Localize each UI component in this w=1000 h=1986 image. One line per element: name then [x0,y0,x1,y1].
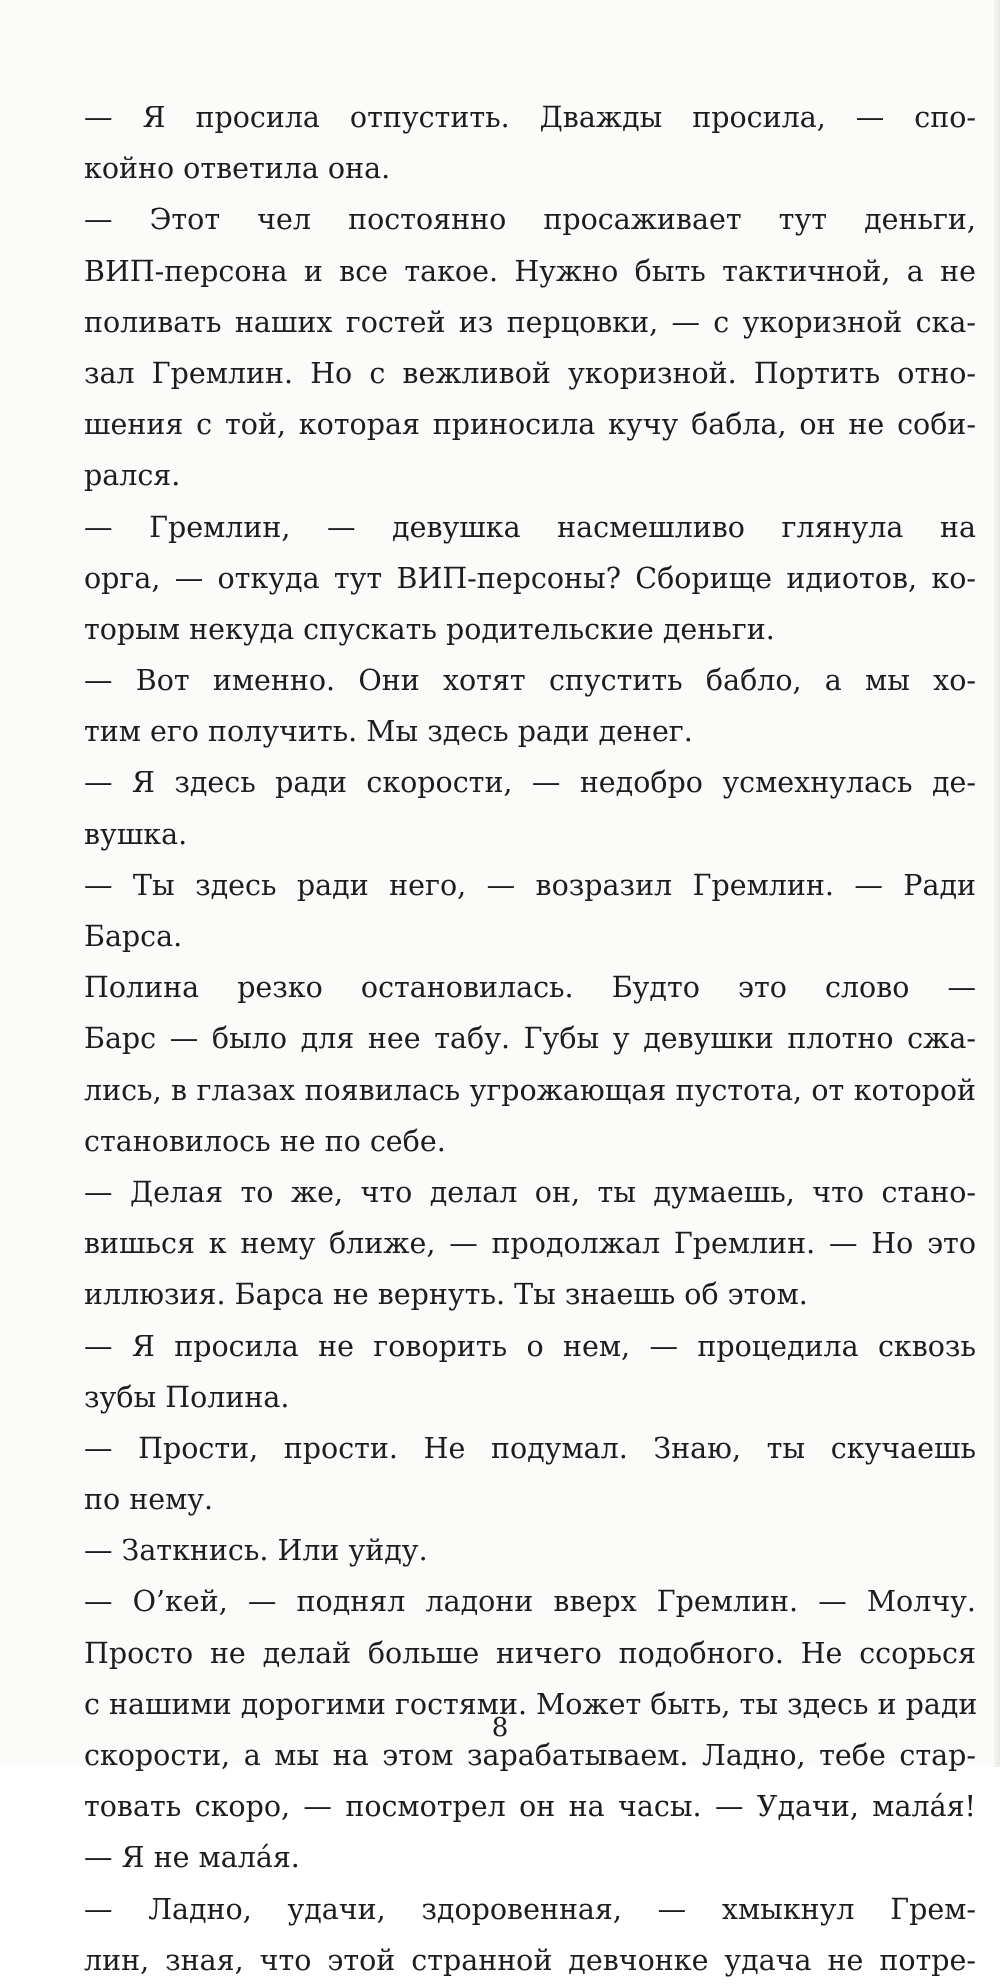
text-line: товать скоро, — посмотрел он на часы. — Удачи, мала́я! [84,1790,976,1824]
text-line: — Я просила не говорить о нем, — процедила сквозь [84,1329,976,1363]
text-line: — Я здесь ради скорости, — недобро усмехнулась де- [84,766,976,800]
text-line: скорости, а мы на этом зарабатываем. Ладно, тебе стар- [84,1739,976,1772]
text-line: — Я просила отпустить. Дважды просила, — спо- [84,101,976,134]
text-line: по нему. [84,1483,214,1517]
text-line: ВИП-персона и все такое. Нужно быть тактичной, а не [84,254,976,288]
text-line: — Прости, прости. Не подумал. Знаю, ты скучаешь [84,1431,976,1465]
text-line: койно ответила она. [84,152,391,186]
text-line: — Вот именно. Они хотят спустить бабло, а мы хо- [84,664,976,698]
text-line: лись, в глазах появилась угрожающая пустота, от которой [84,1073,976,1107]
text-line: шения с той, которая приносила кучу бабла, он не соби- [84,408,976,442]
body-text [84,92,976,1986]
text-line: Барса. [84,920,183,953]
text-line: — Я не мала́я. [84,1841,300,1875]
page-edge-shadow [994,0,1000,1767]
text-line: становилось не по себе. [84,1124,446,1158]
text-line: — Делая то же, что делал он, ты думаешь, что стано- [84,1175,976,1209]
text-line: — О’кей, — поднял ладони вверх Гремлин. — Молчу. [84,1585,976,1619]
text-line: — Этот чел постоянно просаживает тут деньги, [84,203,976,237]
text-line: Полина резко остановилась. Будто это слово — [84,971,976,1005]
text-line: — Заткнись. Или уйду. [84,1534,428,1568]
text-line: торым некуда спускать родительские деньги. [84,612,775,646]
text-line: рался. [84,459,181,493]
text-line: — Гремлин, — девушка насмешливо глянула на [84,510,976,544]
text-line: зубы Полина. [84,1380,290,1414]
text-line: иллюзия. Барса не вернуть. Ты знаешь об этом. [84,1278,808,1312]
text-line: орга, — откуда тут ВИП-персоны? Сборище идиотов, ко- [84,561,976,595]
text-line: зал Гремлин. Но с вежливой укоризной. Портить отно- [84,356,976,390]
text-line: вишься к нему ближе, — продолжал Гремлин. — Но это [84,1227,976,1261]
text-line: лин, зная, что этой странной девчонке удача не потре- [84,1943,976,1977]
text-line: Просто не делай больше ничего подобного. Не ссорься [84,1636,976,1670]
text-line: Барс — было для нее табу. Губы у девушки плотно сжа- [84,1022,976,1056]
text-line: с нашими дорогими гостями. Может быть, ты здесь и ради [84,1687,978,1721]
text-line: — Ты здесь ради него, — возразил Гремлин. — Ради [84,868,976,902]
text-line: тим его получить. Мы здесь ради денег. [84,715,693,749]
text-line: поливать наших гостей из перцовки, — с укоризной ска- [84,305,976,339]
page-number: 8 [491,1713,509,1743]
text-line: — Ладно, удачи, здоровенная, — хмыкнул Грем- [84,1892,976,1926]
text-line: вушка. [84,817,188,851]
